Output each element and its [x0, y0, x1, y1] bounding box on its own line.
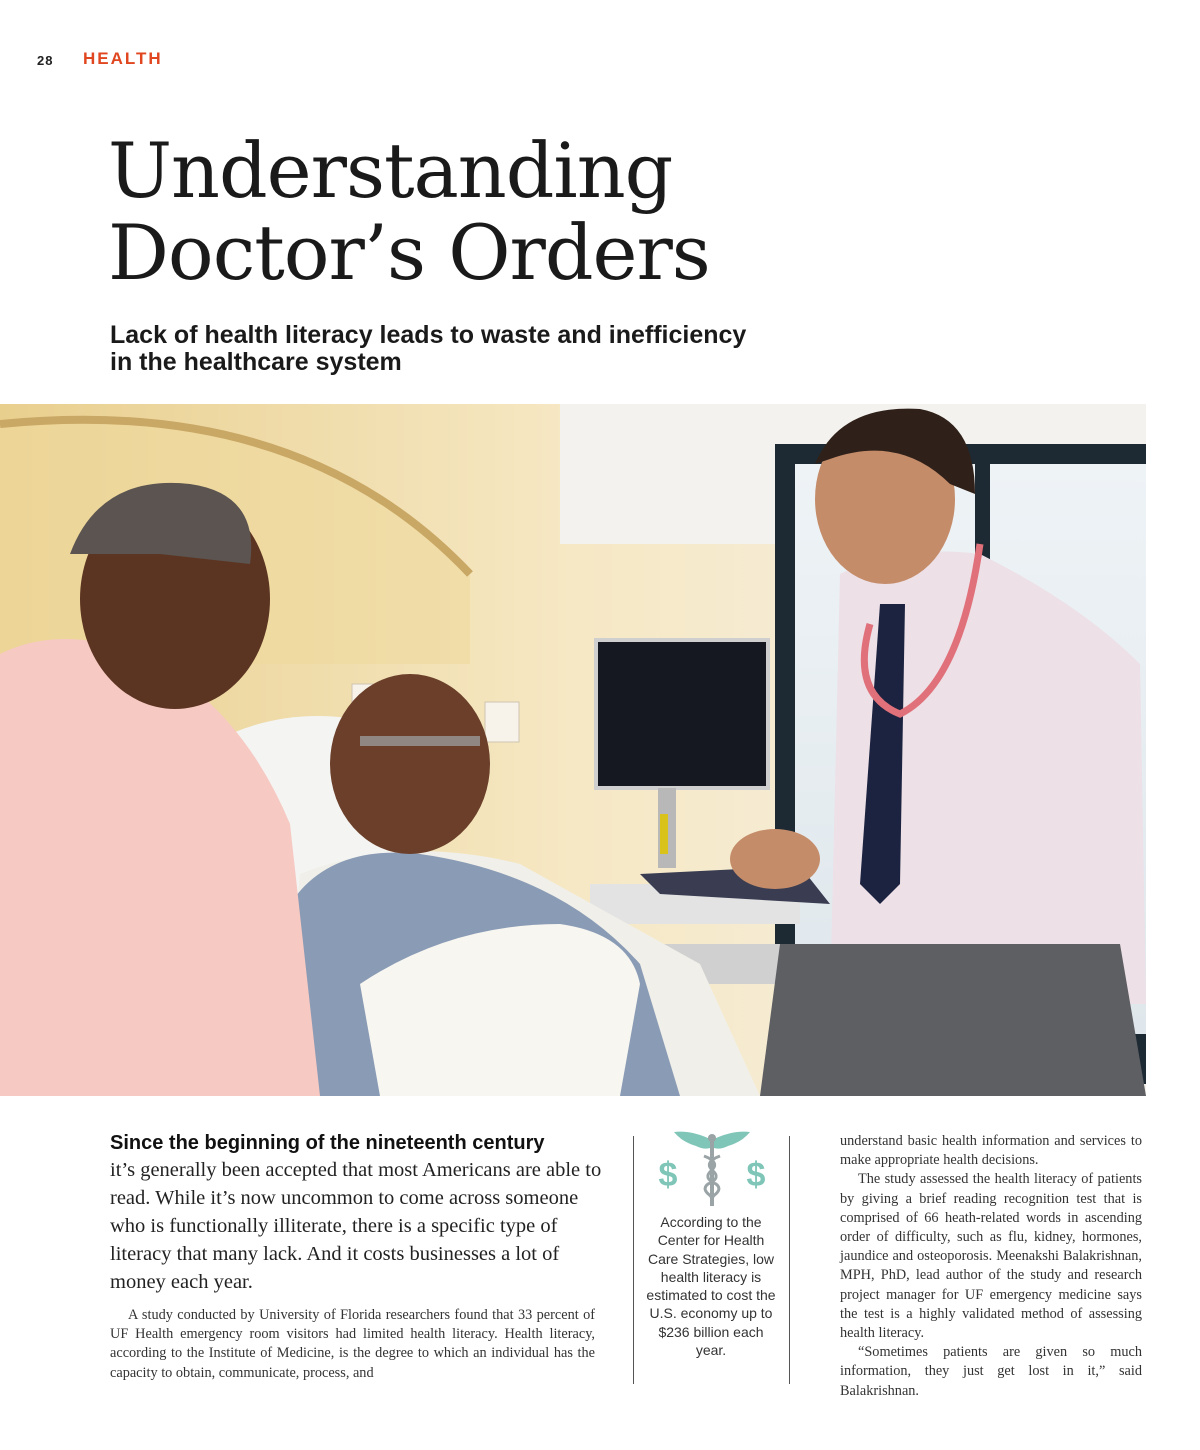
deck-line-1: Lack of health literacy leads to waste and inefficiency [110, 321, 747, 349]
doctor-patient-photo [0, 404, 1146, 1096]
body-paragraph-3: “Sometimes patients are given so much information, they just get lost in it,” said Balakrishnan. [840, 1344, 1142, 1399]
caduceus-dollar-icon [652, 1128, 772, 1215]
deck-line-2: in the healthcare system [110, 348, 402, 376]
article-headline [108, 126, 868, 297]
intro-paragraph: it’s generally been accepted that most Americans are able to read. While it’s now uncommon to come across someone who is functionally illiterate, there is a specific type of literacy that many lack. And it costs businesses a lot of money each year. [110, 1159, 602, 1293]
svg-text:$: $ [658, 1156, 678, 1194]
column-divider-right [789, 1136, 790, 1384]
lead-in: Since the beginning of the nineteenth century [110, 1132, 545, 1154]
body-paragraph-continuation: understand basic health information and services to make appropriate health decisions. [840, 1133, 1142, 1169]
headline-line-2: Doctor’s Orders [108, 208, 710, 297]
body-paragraph-1: A study conducted by University of Florida researchers found that 33 percent of UF Health emergency room visitors had limited health literacy. Health literacy, according to the Institute of Medicine, is the degree to which an individual has the capacity to obtain, communicate, process, and [110, 1307, 595, 1381]
sidebar-callout: According to the Center for Health Care Strategies, low health literacy is estimated to cost the U.S. economy up to $236 billion each year. [646, 1214, 776, 1359]
body-column-right [840, 1132, 1142, 1401]
body-paragraph-2: The study assessed the health literacy of patients by giving a brief reading recognition test that is comprised of 66 heath-related words in ascending order of difficulty, such as flu, kidney, hormones, jaundice and osteoporosis. Meenakshi Balakrishnan, MPH, PhD, lead author of the study and research project manager for UF emergency medicine says the test is a highly validated method of assessing health literacy. [840, 1171, 1142, 1342]
headline-line-1: Understanding [108, 126, 673, 215]
section-label: HEALTH [83, 49, 163, 68]
column-divider-left [633, 1136, 634, 1384]
article-deck [110, 322, 910, 376]
svg-text:$: $ [746, 1156, 766, 1194]
page-number: 28 [37, 53, 54, 68]
